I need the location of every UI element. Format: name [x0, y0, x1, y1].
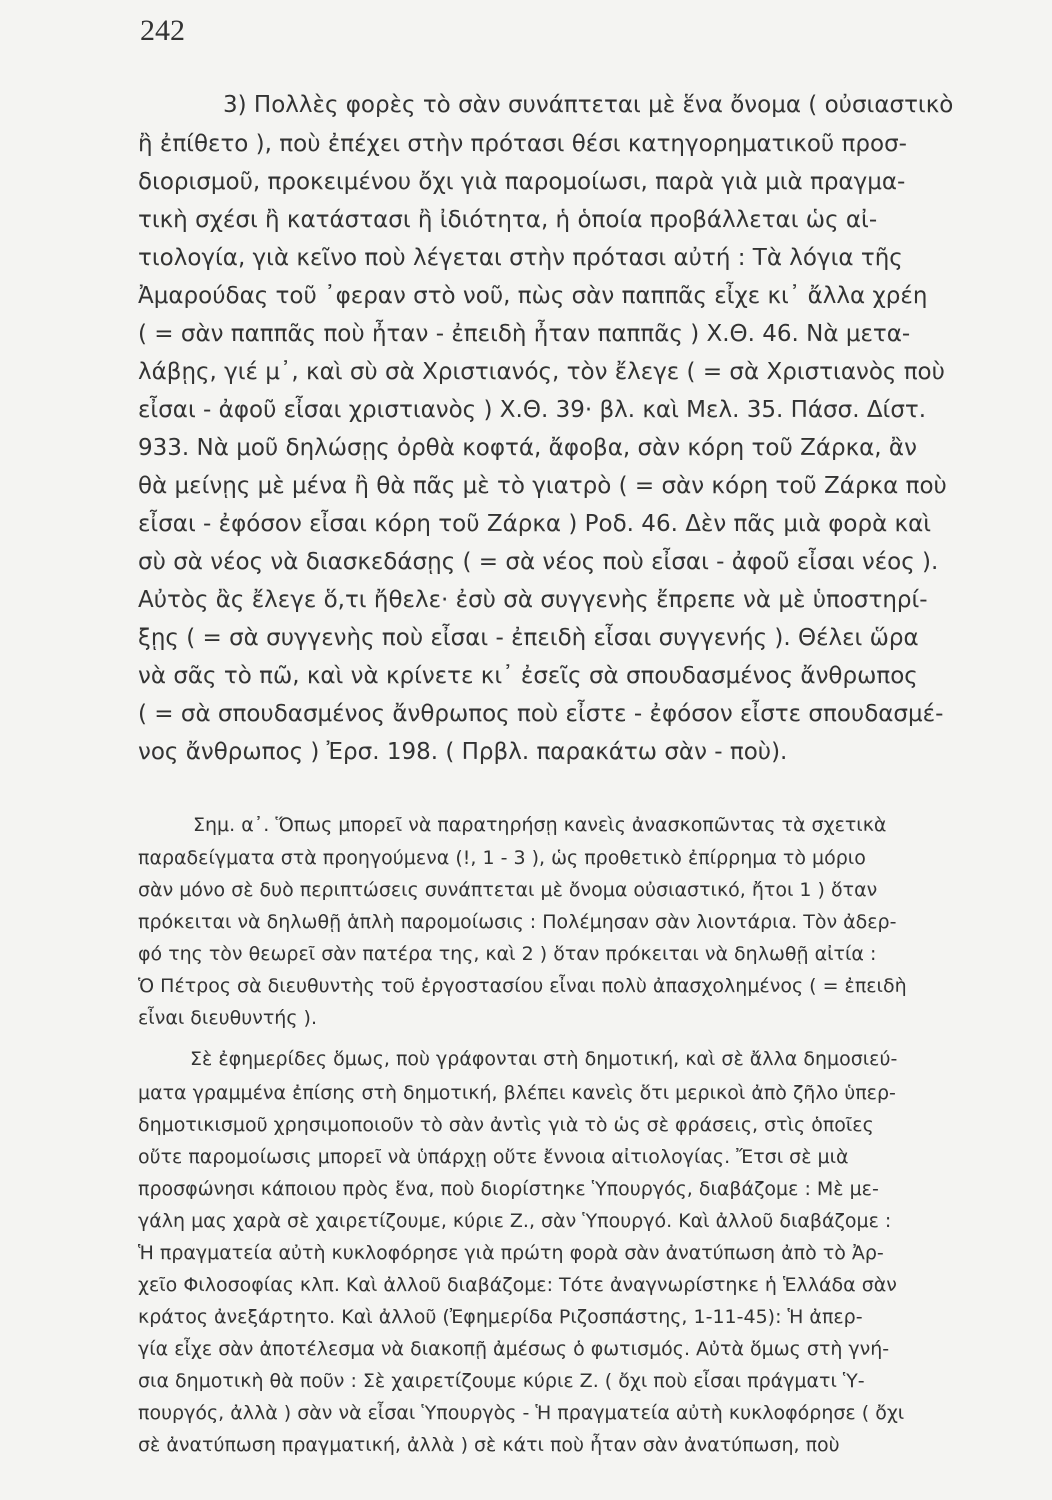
- note1-line-7: εἶναι διευθυντής ).: [138, 1007, 317, 1029]
- main-line-9: εἶσαι - ἀφοῦ εἶσαι χριστιανὸς ) Χ.Θ. 39· βλ. καὶ Μελ. 35. Πάσσ. Δίστ.: [138, 397, 927, 423]
- note1-line-5: φό της τὸν θεωρεῖ σὰν πατέρα της, καὶ 2 ) ὅταν πρόκειται νὰ δηλωθῇ αἰτία :: [138, 943, 877, 965]
- note2-line-7: Ἡ πραγματεία αὐτὴ κυκλοφόρησε γιὰ πρώτη φορὰ σὰν ἀνατύπωση ἀπὸ τὸ Ἀρ-: [138, 1242, 884, 1264]
- note2-line-10: γία εἶχε σὰν ἀποτέλεσμα νὰ διακοπῇ ἀμέσως ὁ φωτισμός. Αὐτὰ ὅμως στὴ γνή-: [138, 1338, 890, 1360]
- main-line-16: νὰ σᾶς τὸ πῶ, καὶ νὰ κρίνετε κι᾽ ἐσεῖς σὰ σπουδασμένος ἄνθρωπος: [138, 663, 918, 689]
- note2-line-4: οὔτε παρομοίωσις μπορεῖ νὰ ὑπάρχῃ οὔτε ἔννοια αἰτιολογίας. Ἔτσι σὲ μιὰ: [138, 1146, 849, 1168]
- note2-line-3: δημοτικισμοῦ χρησιμοποιοῦν τὸ σὰν ἀντὶς γιὰ τὸ ὡς σὲ φράσεις, στὶς ὁποῖες: [138, 1114, 874, 1136]
- main-line-18: νος ἄνθρωπος ) Ἐρσ. 198. ( Πρβλ. παρακάτω σὰν - ποὺ).: [138, 739, 788, 765]
- note1-line-1: Σημ. α᾽. Ὅπως μπορεῖ νὰ παρατηρήσῃ κανεὶς ἀνασκοπῶντας τὰ σχετικὰ: [193, 814, 887, 836]
- note2-line-5: προσφώνησι κάποιου πρὸς ἕνα, ποὺ διορίστηκε Ὑπουργός, διαβάζομε : Μὲ με-: [138, 1178, 879, 1200]
- main-line-11: θὰ μείνῃς μὲ μένα ἢ θὰ πᾶς μὲ τὸ γιατρὸ ( = σὰν κόρη τοῦ Ζάρκα ποὺ: [138, 473, 947, 499]
- page-number: 242: [140, 14, 185, 47]
- note2-line-9: κράτος ἀνεξάρτητο. Καὶ ἀλλοῦ (Ἐφημερίδα Ριζοσπάστης, 1-11-45): Ἡ ἀπερ-: [138, 1306, 863, 1328]
- main-line-13: σὺ σὰ νέος νὰ διασκεδάσῃς ( = σὰ νέος ποὺ εἶσαι - ἀφοῦ εἶσαι νέος ).: [138, 549, 939, 575]
- note1-line-2: παραδείγματα στὰ προηγούμενα (!, 1 - 3 ), ὡς προθετικὸ ἐπίρρημα τὸ μόριο: [138, 847, 866, 869]
- main-line-7: ( = σὰν παππᾶς ποὺ ἦταν - ἐπειδὴ ἦταν παππᾶς ) Χ.Θ. 46. Νὰ μετα-: [138, 321, 911, 347]
- note2-line-2: ματα γραμμένα ἐπίσης στὴ δημοτική, βλέπει κανεὶς ὅτι μερικοὶ ἀπὸ ζῆλο ὑπερ-: [138, 1082, 896, 1104]
- main-line-1: 3) Πολλὲς φορὲς τὸ σὰν συνάπτεται μὲ ἕνα ὄνομα ( οὐσιαστικὸ: [223, 92, 954, 118]
- note1-line-4: πρόκειται νὰ δηλωθῇ ἁπλὴ παρομοίωσις : Πολέμησαν σὰν λιοντάρια. Τὸν ἀδερ-: [138, 911, 897, 933]
- main-line-4: τικὴ σχέσι ἢ κατάστασι ἢ ἰδιότητα, ἡ ὁποία προβάλλεται ὡς αἰ-: [138, 207, 878, 233]
- main-line-15: ξῃς ( = σὰ συγγενὴς ποὺ εἶσαι - ἐπειδὴ εἶσαι συγγενής ). Θέλει ὥρα: [138, 625, 919, 651]
- main-line-5: τιολογία, γιὰ κεῖνο ποὺ λέγεται στὴν πρότασι αὐτή : Τὰ λόγια τῆς: [138, 245, 903, 271]
- note2-line-6: γάλη μας χαρὰ σὲ χαιρετίζουμε, κύριε Ζ., σὰν Ὑπουργό. Καὶ ἀλλοῦ διαβάζομε :: [138, 1210, 892, 1232]
- main-line-6: Ἀμαρούδας τοῦ ᾽φεραν στὸ νοῦ, πὼς σὰν παππᾶς εἶχε κι᾽ ἄλλα χρέη: [138, 283, 928, 309]
- note1-line-3: σὰν μόνο σὲ δυὸ περιπτώσεις συνάπτεται μὲ ὄνομα οὐσιαστικό, ἤτοι 1 ) ὅταν: [138, 879, 878, 901]
- note2-line-13: σὲ ἀνατύπωση πραγματική, ἀλλὰ ) σὲ κάτι ποὺ ἦταν σὰν ἀνατύπωση, ποὺ: [138, 1434, 840, 1456]
- note2-line-1: Σὲ ἐφημερίδες ὅμως, ποὺ γράφονται στὴ δημοτική, καὶ σὲ ἄλλα δημοσιεύ-: [190, 1048, 898, 1070]
- note2-line-12: πουργός, ἀλλὰ ) σὰν νὰ εἶσαι Ὑπουργὸς - Ἡ πραγματεία αὐτὴ κυκλοφόρησε ( ὄχι: [138, 1402, 905, 1424]
- main-line-3: διορισμοῦ, προκειμένου ὄχι γιὰ παρομοίωσι, παρὰ γιὰ μιὰ πραγμα-: [138, 169, 906, 195]
- main-line-10: 933. Νὰ μοῦ δηλώσῃς ὀρθὰ κοφτά, ἄφοβα, σὰν κόρη τοῦ Ζάρκα, ἂν: [138, 435, 917, 461]
- main-line-17: ( = σὰ σπουδασμένος ἄνθρωπος ποὺ εἶστε - ἐφόσον εἶστε σπουδασμέ-: [138, 701, 944, 727]
- main-line-8: λάβῃς, γιέ μ᾽, καὶ σὺ σὰ Χριστιανός, τὸν ἔλεγε ( = σὰ Χριστιανὸς ποὺ: [138, 359, 945, 385]
- main-line-12: εἶσαι - ἐφόσον εἶσαι κόρη τοῦ Ζάρκα ) Ροδ. 46. Δὲν πᾶς μιὰ φορὰ καὶ: [138, 511, 932, 537]
- main-line-14: Αὐτὸς ἂς ἔλεγε ὅ,τι ἤθελε· ἐσὺ σὰ συγγενὴς ἔπρεπε νὰ μὲ ὑποστηρί-: [138, 587, 928, 613]
- note2-line-11: σια δημοτικὴ θὰ ποῦν : Σὲ χαιρετίζουμε κύριε Ζ. ( ὄχι ποὺ εἶσαι πράγματι Ὑ-: [138, 1370, 865, 1392]
- note1-line-6: Ὁ Πέτρος σὰ διευθυντὴς τοῦ ἐργοστασίου εἶναι πολὺ ἀπασχολημένος ( = ἐπειδὴ: [138, 975, 907, 997]
- main-line-2: ἢ ἐπίθετο ), ποὺ ἐπέχει στὴν πρότασι θέσι κατηγορηματικοῦ προσ-: [138, 131, 907, 157]
- note2-line-8: χεῖο Φιλοσοφίας κλπ. Καὶ ἀλλοῦ διαβάζομε: Τότε ἀναγνωρίστηκε ἡ Ἑλλάδα σὰν: [138, 1274, 897, 1296]
